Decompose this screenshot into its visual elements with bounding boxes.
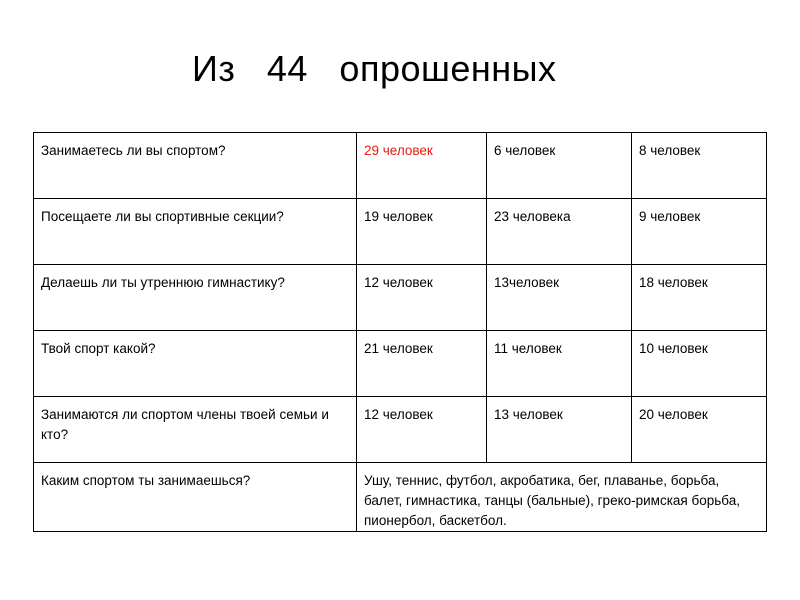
question-cell: Посещаете ли вы спортивные секции? — [34, 199, 357, 265]
answer-cell: 12 человек — [357, 265, 487, 331]
table-row — [34, 199, 767, 265]
table-row — [34, 331, 767, 397]
table-row — [34, 133, 767, 199]
table-row — [34, 397, 767, 463]
table-row — [34, 463, 767, 532]
question-cell: Делаешь ли ты утреннюю гимнастику? — [34, 265, 357, 331]
answer-cell: 11 человек — [487, 331, 632, 397]
answer-text-cell: Ушу, теннис, футбол, акробатика, бег, плаванье, борьба, балет, гимнастика, танцы (бальные), греко-римская борьба, пионербол, баскетбол. — [357, 463, 767, 532]
answer-cell: 6 человек — [487, 133, 632, 199]
survey-table — [33, 132, 767, 532]
answer-cell: 10 человек — [632, 331, 767, 397]
answer-cell: 12 человек — [357, 397, 487, 463]
answer-cell: 21 человек — [357, 331, 487, 397]
table-row — [34, 265, 767, 331]
answer-cell: 13человек — [487, 265, 632, 331]
answer-cell: 19 человек — [357, 199, 487, 265]
question-cell: Твой спорт какой? — [34, 331, 357, 397]
answer-cell: 18 человек — [632, 265, 767, 331]
answer-cell: 20 человек — [632, 397, 767, 463]
answer-cell: 8 человек — [632, 133, 767, 199]
answer-cell: 9 человек — [632, 199, 767, 265]
answer-cell: 23 человека — [487, 199, 632, 265]
question-cell: Занимаются ли спортом члены твоей семьи и кто? — [34, 397, 357, 463]
question-cell: Каким спортом ты занимаешься? — [34, 463, 357, 532]
answer-cell: 29 человек — [357, 133, 487, 199]
slide-title: Из 44 опрошенных — [192, 48, 557, 89]
answer-cell: 13 человек — [487, 397, 632, 463]
question-cell: Занимаетесь ли вы спортом? — [34, 133, 357, 199]
